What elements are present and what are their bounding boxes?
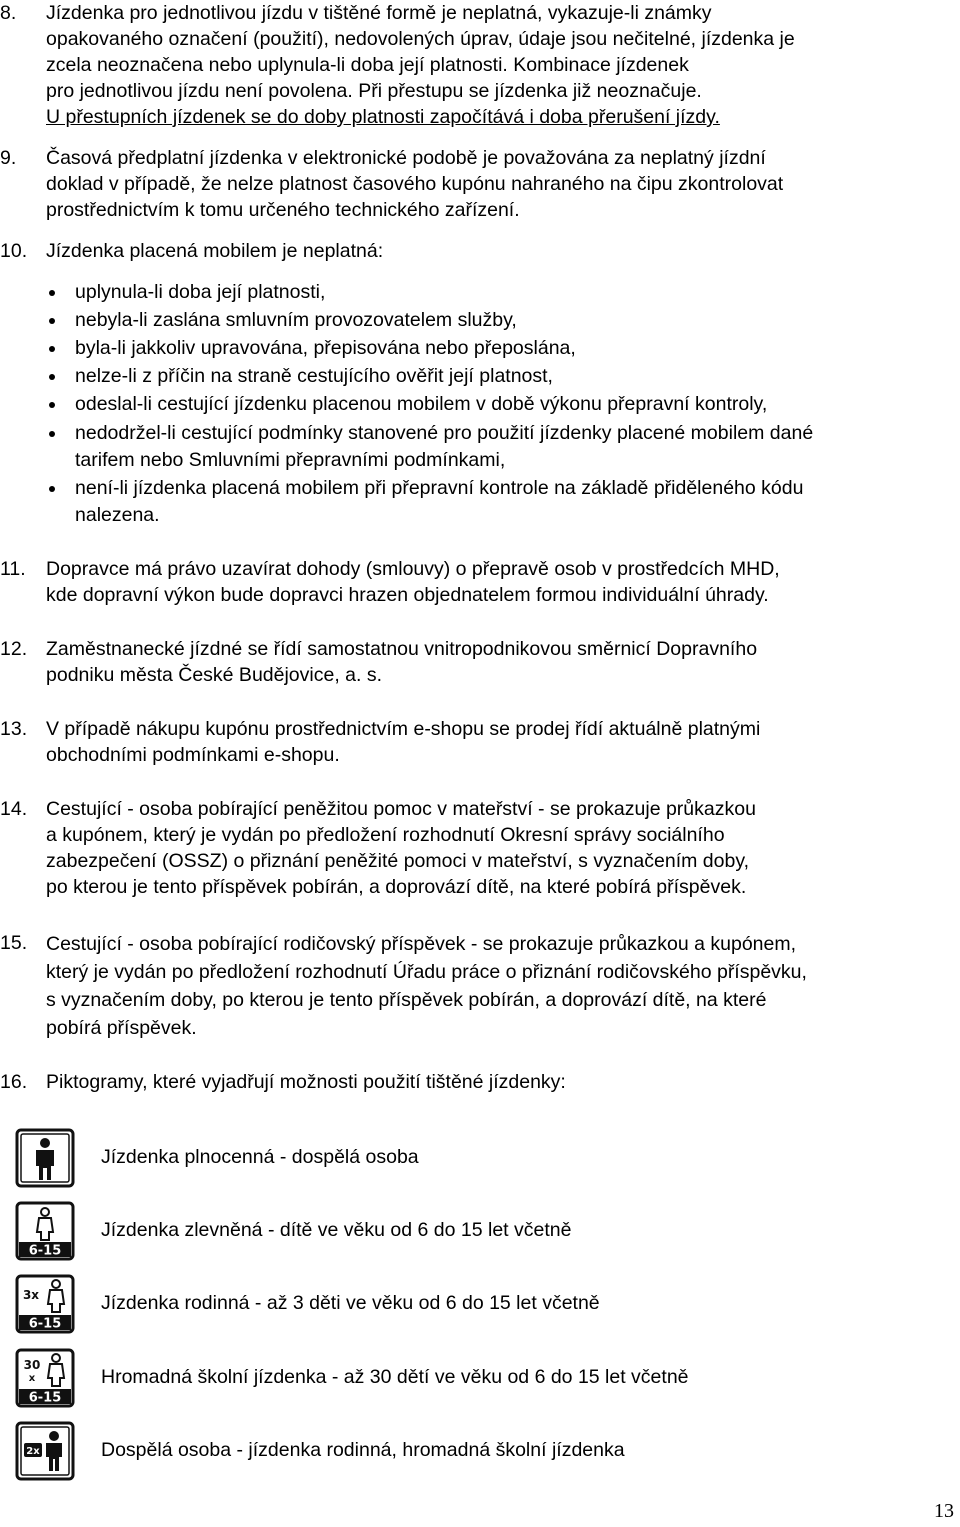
bullet-text: nebyla-li zaslána smluvním provozovatelem služby, xyxy=(75,309,517,331)
pictogram-row xyxy=(0,1128,960,1194)
pictogram-label: Dospělá osoba - jízdenka rodinná, hromadná školní jízdenka xyxy=(101,1439,625,1461)
text-line: a kupónem, který je vydán po předložení rozhodnutí Okresní správy sociálního xyxy=(46,824,725,846)
bullet-icon xyxy=(49,486,55,492)
bullet-icon xyxy=(49,318,55,324)
bullet-icon xyxy=(49,431,55,437)
bullet-text: uplynula-li doba její platnosti, xyxy=(75,281,326,303)
item-number: 12. xyxy=(0,638,28,660)
text-line: pobírá příspěvek. xyxy=(46,1017,197,1039)
item-number: 14. xyxy=(0,798,28,820)
item-number: 11. xyxy=(0,558,26,580)
text-line: V případě nákupu kupónu prostřednictvím e-shopu se prodej řídí aktuálně platnými xyxy=(46,718,761,740)
bullet-text: není-li jízdenka placená mobilem při přepravní kontrole na základě přiděleného kódu xyxy=(75,477,804,499)
text-line: podniku města České Budějovice, a. s. xyxy=(46,664,383,686)
item-text xyxy=(46,1069,956,1095)
text-line: s vyznačením doby, po kterou je tento příspěvek pobírán, a doprovází dítě, na které xyxy=(46,989,767,1011)
text-line: Cestující - osoba pobírající peněžitou pomoc v mateřství - se prokazuje průkazkou xyxy=(46,798,756,820)
underlined-line: U přestupních jízdenek se do doby platnosti započítává i doba přerušení jízdy. xyxy=(46,106,720,128)
family-3x-child-icon xyxy=(15,1274,75,1334)
svg-text:30: 30 xyxy=(23,1358,41,1372)
text-line: Jízdenka placená mobilem je neplatná: xyxy=(46,240,384,262)
item-text xyxy=(46,716,956,768)
pictogram-row xyxy=(0,1201,960,1267)
item-text xyxy=(46,238,956,264)
bullet-text: odeslal-li cestující jízdenku placenou mobilem v době výkonu přepravní kontroly, xyxy=(75,393,768,415)
svg-text:6-15: 6-15 xyxy=(28,1390,62,1406)
item-number: 16. xyxy=(0,1071,28,1093)
item-text xyxy=(46,636,956,688)
text-line: Cestující - osoba pobírající rodičovský příspěvek - se prokazuje průkazkou a kupónem, xyxy=(46,933,797,955)
text-line: obchodními podmínkami e-shopu. xyxy=(46,744,340,766)
bullet-text: nelze-li z příčin na straně cestujícího ověřit její platnost, xyxy=(75,365,553,387)
page-number: 13 xyxy=(934,1500,954,1522)
text-line: Dopravce má právo uzavírat dohody (smlouvy) o přepravě osob v prostředcích MHD, xyxy=(46,558,780,580)
bullet-icon xyxy=(49,290,55,296)
adult-2x-icon xyxy=(15,1421,75,1481)
svg-text:6-15: 6-15 xyxy=(28,1243,62,1259)
adult-person-icon xyxy=(15,1128,75,1188)
text-line: kde dopravní výkon bude dopravci hrazen objednatelem formou individuální úhrady. xyxy=(46,584,769,606)
child-6-15-icon xyxy=(15,1201,75,1261)
svg-text:3x: 3x xyxy=(22,1288,40,1302)
bullet-text: nedodržel-li cestující podmínky stanovené pro použití jízdenky placené mobilem dané xyxy=(75,422,814,444)
text-line: který je vydán po předložení rozhodnutí Úřadu práce o přiznání rodičovského příspěvku, xyxy=(46,961,807,983)
item-text xyxy=(46,0,956,130)
item-number: 15. xyxy=(0,932,28,954)
text-line: pro jednotlivou jízdu není povolena. Při přestupu se jízdenka již neoznačuje. xyxy=(46,80,702,102)
item-text xyxy=(46,145,956,223)
text-line: doklad v případě, že nelze platnost časového kupónu nahraného na čipu zkontrolovat xyxy=(46,173,784,195)
item-number: 10. xyxy=(0,240,28,262)
text-line: Piktogramy, které vyjadřují možnosti použití tištěné jízdenky: xyxy=(46,1071,566,1093)
text-line: Zaměstnanecké jízdné se řídí samostatnou vnitropodnikovou směrnicí Dopravního xyxy=(46,638,758,660)
text-line: Jízdenka pro jednotlivou jízdu v tištěné formě je neplatná, vykazuje-li známky xyxy=(46,2,712,24)
svg-text:6-15: 6-15 xyxy=(28,1316,62,1332)
pictogram-row xyxy=(0,1348,960,1414)
svg-text:2x: 2x xyxy=(26,1446,40,1457)
item-number: 9. xyxy=(0,147,17,169)
school-group-30x-icon xyxy=(15,1348,75,1408)
bullet-icon xyxy=(49,402,55,408)
text-line: zcela neoznačena nebo uplynula-li doba její platnosti. Kombinace jízdenek xyxy=(46,54,689,76)
text-line: prostřednictvím k tomu určeného technického zařízení. xyxy=(46,199,520,221)
bullet-text: byla-li jakkoliv upravována, přepisována nebo přeposlána, xyxy=(75,337,576,359)
item-text xyxy=(46,556,956,608)
item-text xyxy=(46,930,956,1042)
pictogram-label: Hromadná školní jízdenka - až 30 dětí ve věku od 6 do 15 let včetně xyxy=(101,1366,689,1388)
text-line: po kterou je tento příspěvek pobírán, a doprovází dítě, na které pobírá příspěvek. xyxy=(46,876,747,898)
bullet-icon xyxy=(49,346,55,352)
item-number: 8. xyxy=(0,2,17,24)
text-line: opakovaného označení (použití), nedovolených úprav, údaje jsou nečitelné, jízdenka je xyxy=(46,28,795,50)
pictogram-label: Jízdenka rodinná - až 3 děti ve věku od 6 do 15 let včetně xyxy=(101,1292,600,1314)
text-line: zabezpečení (OSSZ) o přiznání peněžité pomoci v mateřství, s vyznačením doby, xyxy=(46,850,750,872)
pictogram-row xyxy=(0,1274,960,1340)
svg-text:x: x xyxy=(28,1373,36,1384)
pictogram-label: Jízdenka plnocenná - dospělá osoba xyxy=(101,1146,419,1168)
text-line: Časová předplatní jízdenka v elektronické podobě je považována za neplatný jízdní xyxy=(46,147,766,169)
bullet-text: nalezena. xyxy=(75,504,160,526)
pictogram-label: Jízdenka zlevněná - dítě ve věku od 6 do 15 let včetně xyxy=(101,1219,572,1241)
pictogram-row xyxy=(0,1421,960,1487)
bullet-text: tarifem nebo Smluvními přepravními podmínkami, xyxy=(75,449,506,471)
item-number: 13. xyxy=(0,718,28,740)
bullet-icon xyxy=(49,374,55,380)
item-text xyxy=(46,796,956,900)
